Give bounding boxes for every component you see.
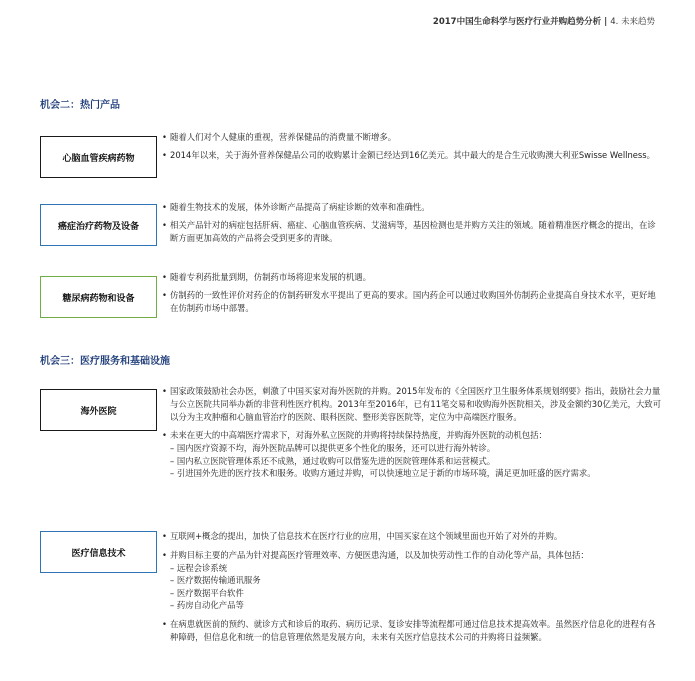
bullet-list-cardio [162, 131, 662, 162]
bullet-item: • 随着生物技术的发展，体外诊断产品提高了病症诊断的效率和准确性。 [162, 201, 662, 214]
header-section: 4. 未来趋势 [610, 17, 655, 27]
sub-item: – 国内医疗资源不均，海外医院品牌可以提供更多个性化的服务，还可以进行海外转诊。 [170, 443, 496, 454]
sub-item: – 引进国外先进的医疗技术和服务。收购方通过并购，可以快速地立足于新的市场环境，满足更加旺盛的医疗需求。 [170, 468, 596, 479]
bullet-list-cancer [162, 201, 662, 244]
bullet-item: • 随着人们对个人健康的重视，营养保健品的消费量不断增多。 [162, 131, 662, 144]
category-box-cardio: 心脑血管疾病药物 [40, 136, 157, 178]
bullet-item: • 互联网+概念的提出，加快了信息技术在医疗行业的应用，中国买家在这个领域里面也开始了对外的并购。 [162, 530, 662, 543]
bullet-list-overseas-hospitals [162, 385, 662, 480]
header-separator: | [604, 17, 608, 27]
running-header [433, 15, 655, 27]
bullet-item: • 随着专利药批量到期，仿制药市场将迎来发展的机遇。 [162, 271, 662, 284]
bullet-list-health-it [162, 530, 662, 644]
category-box-health-it: 医疗信息技术 [40, 531, 157, 573]
bullet-list-diabetes [162, 271, 662, 314]
bullet-item: • 在病患就医前的预约、就诊方式和诊后的取药、病历记录、复诊安排等流程都可通过信息技术提高效率。虽然医疗信息化的进程有各种障碍，但信息化和统一的信息管理依然是发展方向，未来有关医疗信息技术公司的并购将日益频繁。 [162, 618, 662, 644]
bullet-item: • 国家政策鼓励社会办医，刺激了中国买家对海外医院的并购。2015年发布的《全国医疗卫生服务体系规划纲要》指出，鼓励社会力量与公立医院共同举办新的非营利性医疗机构。2013年至2016年，已有11笔交易和收购海外医院相关，涉及金额约30亿美元，大致可以分为主攻肿瘤和心脑血管治疗的医院、眼科医院、整形美容医院等，定位为中高端医疗服务。 [162, 385, 662, 423]
category-box-diabetes: 糖尿病药物和设备 [40, 276, 157, 318]
bullet-item: • 2014年以来，关于海外营养保健品公司的收购累计金额已经达到16亿美元。其中最大的是合生元收购澳大利亚Swisse Wellness。 [162, 149, 662, 162]
sub-item: – 医疗数据传输通讯服务 [170, 575, 261, 586]
bullet-item: • 仿制药的一致性评价对药企的仿制药研发水平提出了更高的要求。国内药企可以通过收购国外仿制药企业提高自身技术水平，更好地在仿制药市场中部署。 [162, 289, 662, 315]
bullet-item: • 未来在更大的中高端医疗需求下，对海外私立医院的并购将持续保持热度，并购海外医院的动机包括： [162, 429, 662, 442]
bullet-item: • 并购目标主要的产品为针对提高医疗管理效率、方便医患沟通，以及加快劳动性工作的自动化等产品，具体包括： [162, 549, 662, 562]
category-box-overseas-hospitals: 海外医院 [40, 389, 157, 431]
sub-item: – 药房自动化产品等 [170, 600, 244, 611]
sub-item: – 医疗数据平台软件 [170, 587, 244, 598]
section-title-hot-products: 机会二：热门产品 [40, 100, 120, 111]
bullet-item: • 相关产品针对的病症包括肝病、癌症、心脑血管疾病、艾滋病等，基因检测也是并购方关注的领域。随着精准医疗概念的提出，在诊断方面更加高效的产品将会受到更多的青睐。 [162, 219, 662, 245]
section-title-healthcare-services: 机会三：医疗服务和基础设施 [40, 356, 170, 367]
sub-item: – 远程会诊系统 [170, 562, 228, 573]
sub-item: – 国内私立医院管理体系还不成熟，通过收购可以借鉴先进的医院管理体系和运营模式。 [170, 455, 496, 466]
category-box-cancer: 癌症治疗药物及设备 [40, 204, 157, 246]
report-title: 2017中国生命科学与医疗行业并购趋势分析 [432, 17, 602, 27]
